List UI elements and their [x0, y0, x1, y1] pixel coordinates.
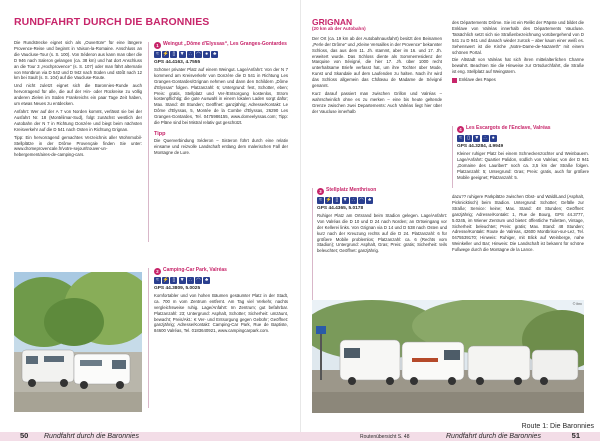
- tree-icon: ♣: [367, 197, 372, 203]
- water-icon: ≈: [457, 135, 464, 142]
- spot-number-badge: 4: [457, 126, 464, 133]
- dump-icon: ▼: [474, 135, 480, 141]
- spot-3-title: Stellplatz Menthrison: [326, 187, 377, 193]
- town-title: GRIGNAN: [312, 17, 353, 27]
- wc-icon: ▯: [170, 51, 177, 58]
- spot-4-gps: GPS 44.3284, 4.9949: [457, 144, 504, 149]
- spot-4-title: Les Escargots de l'Enclave, Valréas: [466, 125, 551, 131]
- photo-credit: © ibrc: [572, 302, 582, 306]
- tree-icon: ♣: [204, 277, 209, 283]
- town-paragraph-2: Kurz darauf passiert man zwischen Grillon und Valréas – wahrscheinlich ohne es zu merken – eine bis heute geltende Grenze zwischen zwei Departements: Auch Valréas liegt hier über der Vaucluse innerhalb: [312, 90, 442, 114]
- spot-2-header: [154, 268, 288, 275]
- water-icon: ≈: [317, 197, 324, 204]
- photo-motorhomes-stellplatz: [312, 300, 584, 413]
- dump-icon: ▼: [342, 197, 348, 203]
- spot-2-box: [148, 268, 288, 408]
- power-icon: ⚡: [162, 51, 169, 57]
- wifi-icon: ◠: [359, 197, 364, 203]
- amenity-icons: [457, 135, 589, 142]
- col2-continuation: dazu?? ruhigere Parkplätze zwischen Obst- und Wald/Land (Asphalt, Picknicktisch) beim Stadion. Untergrund: Schotter; Gefälle zur Straße; Service: keine; Max. Stand: 48 Stunden; Geöffnet: ganzjährig; Adresse/Kontakt: 1, Rue de Bourg, GPS 44.3777, 5.0245, im Wiener Zentrum und bietet: öffentliche Toiletten, Vintage, Sicherheit: beleuchtet; Preis: gratis; Max. Stand: 48 Stunden; Adresse/Kontakt: Route de Valréas, 42600 Montbrison-sur-Lez, Tel. 0475539170; Hinweis: Ruhiger, mit Blick auf Weinberge, nahe Weinkeller und Bar; Hinweis: Die Landschaft ist bekannt für schöne Fußwege durch die Montagne de la Lance.: [452, 194, 584, 253]
- dump-icon: ▼: [179, 51, 185, 57]
- wifi-icon: ◠: [196, 51, 201, 57]
- page-gutter: [300, 0, 301, 432]
- photo-stellplatz: [312, 300, 584, 413]
- spot-2-title: Camping-Car Park, Valréas: [163, 267, 227, 273]
- shower-icon: ∴: [351, 197, 355, 203]
- wc-icon: ▯: [465, 135, 472, 142]
- left-page-number: 50: [20, 431, 29, 440]
- list-item-label: Enklave des Papes: [459, 77, 496, 83]
- list-item-enklave: [452, 77, 584, 83]
- square-bullet-icon: [452, 78, 457, 83]
- wc-icon: ▯: [333, 197, 340, 204]
- intro-paragraph-4: Tipp: Ein hervorragend gemachtes Verzeichnis aller Wohnmobil-Stellplätze in der Drôme Provençale finden Sie unter: www.dromeprovencale.fr/votre-sejour/trouver-un-hebergement/aires-de-camping-cars.: [14, 134, 142, 158]
- spot-1-gps: GPS 44.4163, 4.7555: [154, 60, 201, 65]
- spot-number-badge: 2: [154, 268, 161, 275]
- spot-3-box: [312, 188, 447, 313]
- dog-icon: ●: [205, 51, 209, 57]
- shower-icon: ∴: [483, 135, 487, 141]
- spot-1-header: [154, 42, 288, 49]
- spot-1-title: Weingut „Dôme d'Elyssas“, Les Granges-Gontardes: [163, 41, 287, 47]
- spot-2-gps: GPS 44.3809, 5.0025: [154, 286, 201, 291]
- town-paragraph-1: Der Ort (ca. 19 km ab der Autobahnausfahrt) besitzt den Beinamen „Perle der Drôme“ und „Kleine Versailles in der Provence“ bekannter Schloss, das aus dem 11. Jh. stammt, aber im 16. und 17. Jh. erweitert wurde. Das Schloss diente als Sommerresidenz der Marquise von Sévigné, die hier 17. Jh. über 1000 recht unterhaltsame Briefe verfasst hat, um ihre Tochter über Mode, Kunst und Skandale auf dem Laufenden zu halten. Nach ihr wird das Schloss allgemein das Château de Madame de Sévigné genannt.: [312, 35, 442, 89]
- spot-3-header: [317, 188, 447, 195]
- tree-icon: ♣: [213, 51, 217, 57]
- spot-number-badge: 3: [317, 188, 324, 195]
- right-page-number: 51: [571, 431, 580, 440]
- spot-number-badge: 1: [154, 42, 161, 49]
- left-footer-title: Rundfahrt durch die Baronnies: [44, 433, 139, 440]
- intro-paragraph-2: Und nicht zuletzt eignet sich die Baronnies-Runde auch hervorragend für alle, die auf der Hin- oder Rückreise zu völlig anderen Zielen im Süden Frankreichs ein paar Tage Zeit haben, um etwas Neues zu entdecken.: [14, 83, 142, 107]
- col2-paragraph-2: Die Altstadt von Valréas hat sich ihren mittelalterlichen Charme bewahrt. Beachten Sie die Hinweise zur Ortsdurchfahrt, die Straße ist eng. Stellplatz auf Weingütern.: [452, 57, 584, 75]
- intro-paragraph-1: Die Rundstrecke eignet sich als „Ouvertüre“ für eine längere Provence-Reise und beginnt in Vaison-la-Romaine. Anschluss an die Vaucluse-Tour (s. S. 100). Von Séderon aus kann man über die D 946 nach Saleron gelangen (ca. 38 km) und hat dort Anschluss an die Tour 3 „Hochprovence“ (s. S. 107) oder man fährt alternativ von Montbrun via D 542 und D 942 nach Süden und stößt nach 12 km bei Sault (s. S. 104) auf die Vaucluse-Route.: [14, 40, 142, 81]
- power-icon: ⚡: [162, 277, 169, 283]
- wc-icon: ▯: [170, 277, 177, 284]
- right-footer-title: Rundfahrt durch die Baronnies: [446, 433, 541, 440]
- photo-motorhomes-trees: [14, 272, 142, 412]
- wifi-icon: ◠: [196, 277, 201, 283]
- spot-2-text: Komfortabler und von hohen Bäumen gesäumter Platz in der Stadt, ca. 700 m vom Zentrum entfernt. Am Tag viel Verkehr, nachts vergleichsweise ruhig. Lage/Anfahrt: Im Zentrum; gut befahrbar. Platzanzahl: 23; Untergrund: Asphalt, Schotter; Sicherheit: umzäunt, bewacht; Preis/Akt.: € Ver- und Entsorgung gegen Gebühr; Geöffnet: ganzjährig; Adresse/Kontakt: Camping-Car Park, Rue de Baptiste, 84600 Valréas, Tel. 0183640921, www.campingcarpark.com.: [154, 292, 288, 334]
- intro-paragraph-3: Anfahrt: Wer auf der A 7 von Norden kommt, verlässt sie bei der Ausfahrt Nr. 18 (Montélimar-Sud), folgt zunächst westlich der Autobahn der N 7 in Richtung Donzère und biegt beim nächsten Kreisverkehr auf die D 541 nach Osten in Richtung Grignan.: [14, 108, 142, 132]
- water-icon: ≈: [154, 277, 161, 284]
- route-title: RUNDFAHRT DURCH DIE BARONNIES: [14, 16, 210, 28]
- spot-1-text: Schöner privater Platz auf einem Weingut. Lage/Anfahrt: Von der N 7 kommend am Kreisverkehr von Donzère die D 541 in Richtung Les Granges-Gontardes/Grignan nehmen und dann den Schildern „Dôme d'Elyssas“ folgen. Platzanzahl: 6; Untergrund: fest, Schotter, eben; Preis: gratis, Stellplatz und Ver-/Entsorgung kostenlos, Strom kostenpflichtig; die gute Auswahl in einem lokalen Laden sorgt dafür; Max. Stand: 48 Stunden; Geöffnet: ganzjährig; Adresse/Kontakt: Le Dôme d'Elyssas, 5, Montée de la Combe d'Elyssas, 26290 Les Granges-Gontardes, Tel. 0475986155, www.domeelyssas.com; Tipp: die Pläne sind bei Mistral relativ gut geschützt.: [154, 66, 288, 126]
- right-text-column-2-continuation: [452, 194, 584, 255]
- dump-icon: ▼: [179, 277, 185, 283]
- shower-icon: ∴: [188, 51, 192, 57]
- amenity-icons: [317, 197, 447, 204]
- shower-icon: ∴: [188, 277, 192, 283]
- right-text-column-1: [312, 17, 442, 117]
- spot-1-box: [148, 42, 288, 242]
- spot-4-header: [457, 126, 589, 133]
- amenity-icons: [154, 51, 288, 58]
- spot-3-gps: GPS 44.4365, 5.0178: [317, 206, 364, 211]
- route-tab: Route 1: Die Baronnies: [521, 423, 594, 430]
- spot-4-box: [452, 126, 589, 188]
- water-icon: ≈: [154, 51, 161, 58]
- right-text-column-2: [452, 20, 584, 85]
- spot-4-text: Kleiner ruhiger Platz bei einem Schneckenzüchter und Weinbauern. Lage/Anfahrt: Quartier Palidon, südlich von Valréas; von der D 941 „Domaine des Lauribert“ noch ca. 3,5 km der Straße folgen. Platzanzahl: 5; Untergrund: Gras; Preis: gratis, auch für größere Mobile geeignet; Platzanzahl: 5.: [457, 150, 589, 180]
- power-icon: ⚡: [325, 197, 332, 203]
- tipp-label: Tipp: [154, 130, 166, 137]
- amenity-icons: [154, 277, 288, 284]
- dog-icon: ●: [491, 135, 495, 141]
- tipp-text: Die Querverbindung Séderon – Sisteron führt durch eine relativ einsame und reizvolle Landschaft entlang dem malerischen Fall der Montagne de Lure.: [154, 137, 288, 155]
- town-subtitle: (20 km ab der Autobahn): [312, 25, 366, 31]
- col2-paragraph-1: des Départements Drôme. Sie ist ein Relikt der Päpste und bildet die Enklave von Valréas innerhalb des Départements Vaucluse. Tatsächlich setzt sich sie Straßenbezeichnung vorübergehend von D 541 zu D 941 und danach wieder zurück – aber kaum einer weiß es. Sehenswert ist die Kirche „Notre-Dame-de-Nazareth“ mit einem schönen Portal.: [452, 20, 584, 55]
- right-footer-center: Routenübersicht S. 48: [360, 434, 410, 440]
- photo-camping-car-park: [14, 272, 142, 412]
- spot-3-text: Ruhiger Platz am Ortsrand beim Stadion gelegen. Lage/Anfahrt: Von Valréas die D 10 und D 24 nach Norden; an Ortseingang vor der Kellerei links. Von Grignan via D 14 und D 538 nach Osten und kurz nach der Kreuzung rechts auf die D 24. Platzanzahl: 6 für größere Mobile problemlos; Platzanzahl: ca. 6 (Rechts vom Stadion); Untergrund: Asphalt, Gras; Preis: gratis; Sicherheit: teils beleuchtet; Geöffnet: ganzjährig.: [317, 212, 447, 254]
